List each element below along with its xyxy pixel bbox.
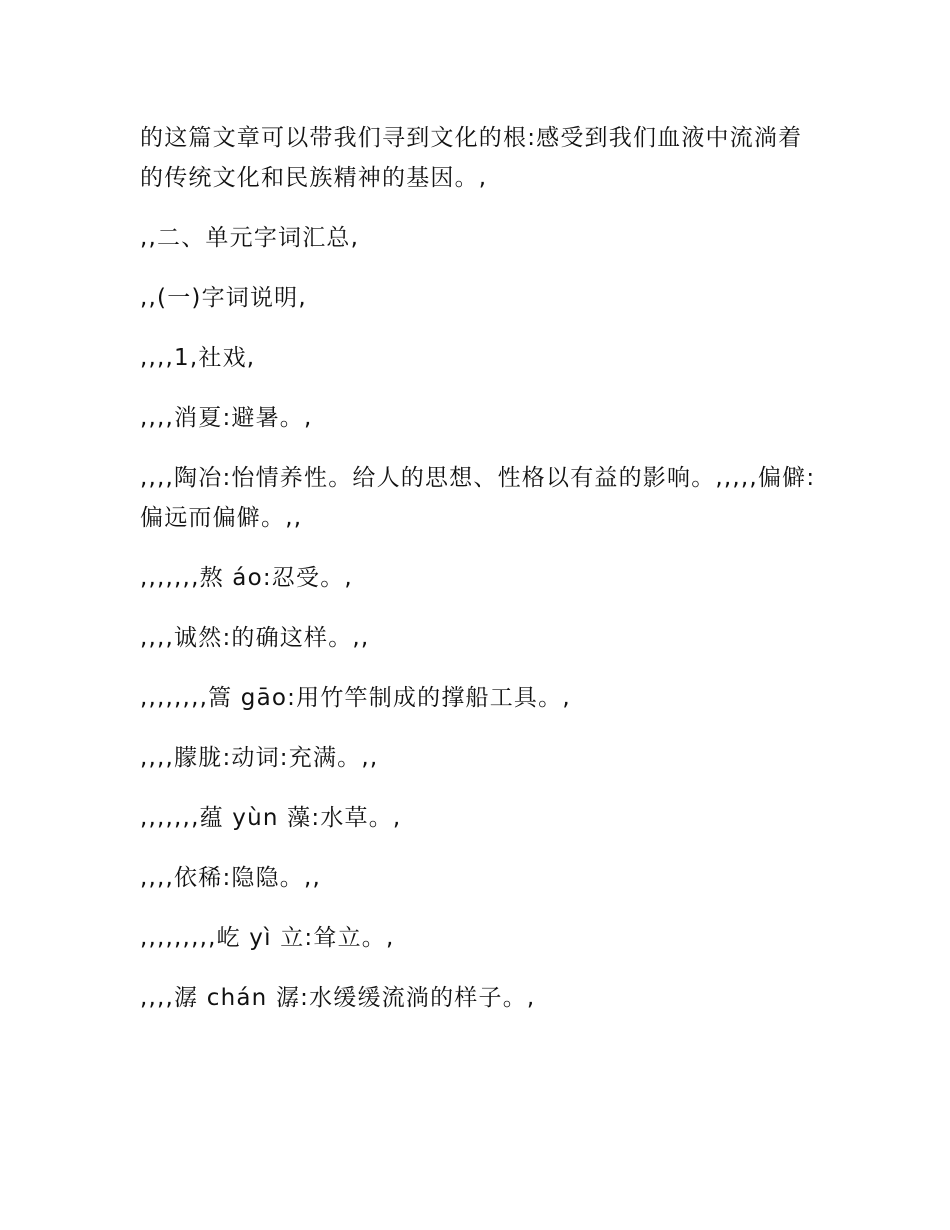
vocab-entry: ,,,,朦胧:动词:充满。,, — [140, 745, 379, 771]
section-heading: ,,二、单元字词汇总, — [140, 225, 360, 251]
paragraph-intro: 的这篇文章可以带我们寻到文化的根:感受到我们血液中流淌着的传统文化和民族精神的基因。, — [140, 125, 803, 191]
vocab-entry: ,,,,依稀:隐隐。,, — [140, 865, 322, 891]
lesson-title: ,,,,1,社戏, — [140, 345, 256, 371]
vocab-entry: ,,,,,,,熬 áo:忍受。, — [140, 565, 353, 591]
vocab-entry: ,,,,,,,,篙 gāo:用竹竿制成的撑船工具。, — [140, 685, 571, 711]
vocab-entry: ,,,,,,,蕴 yùn 藻:水草。, — [140, 805, 402, 831]
subsection-heading: ,,(一)字词说明, — [140, 285, 307, 311]
vocab-entry: ,,,,潺 chán 潺:水缓缓流淌的样子。, — [140, 985, 536, 1011]
vocab-entry: ,,,,陶冶:怡情养性。给人的思想、性格以有益的影响。,,,,,偏僻:偏远而偏僻。,, — [140, 465, 816, 531]
document-body — [140, 118, 820, 1038]
vocab-entry: ,,,,消夏:避暑。, — [140, 405, 313, 431]
vocab-entry: ,,,,诚然:的确这样。,, — [140, 625, 370, 651]
vocab-entry: ,,,,,,,,,屹 yì 立:耸立。, — [140, 925, 395, 951]
